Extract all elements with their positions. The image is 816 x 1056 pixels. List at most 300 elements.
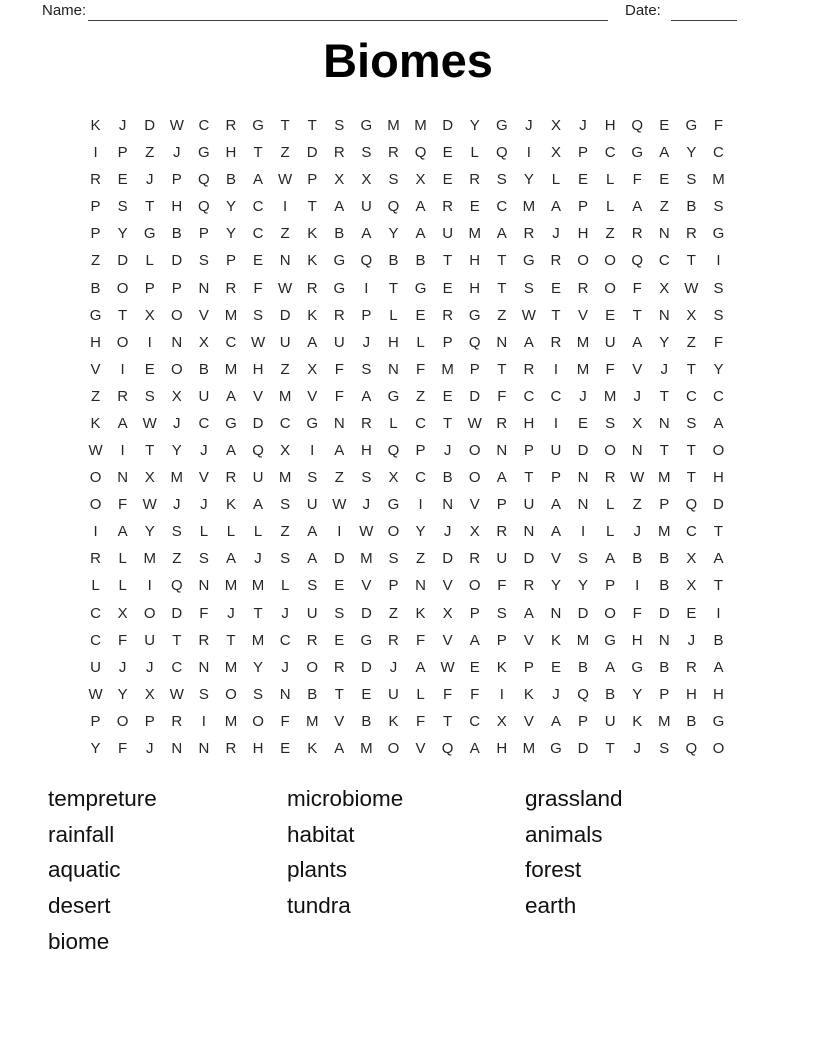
grid-letter: L — [199, 523, 209, 541]
grid-letter: J — [362, 333, 371, 351]
grid-letter: Z — [632, 496, 642, 514]
grid-letter: H — [225, 144, 237, 162]
grid-letter: B — [225, 171, 236, 189]
grid-letter: G — [604, 631, 616, 649]
grid-letter: T — [659, 442, 669, 460]
grid-letter: X — [144, 306, 155, 324]
grid-letter: J — [145, 171, 154, 189]
grid-letter: X — [686, 306, 697, 324]
grid-letter: T — [551, 306, 561, 324]
grid-letter: G — [225, 414, 237, 432]
grid-letter: G — [685, 117, 698, 135]
grid-letter: F — [334, 360, 344, 378]
grid-letter: A — [253, 171, 264, 189]
grid-letter: V — [469, 496, 480, 514]
grid-letter: M — [522, 198, 536, 216]
grid-letter: T — [497, 279, 507, 297]
grid-letter: J — [145, 658, 154, 676]
grid-letter: S — [713, 279, 724, 297]
grid-letter: H — [388, 333, 399, 351]
grid-letter: M — [658, 469, 671, 487]
grid-letter: Q — [198, 171, 210, 189]
grid-letter: N — [658, 414, 670, 432]
grid-letter: H — [171, 198, 183, 216]
grid-letter: J — [173, 414, 181, 432]
grid-letter: X — [686, 550, 697, 568]
grid-letter: C — [415, 414, 426, 432]
grid-letter: S — [686, 171, 697, 189]
grid-letter: B — [171, 225, 182, 243]
grid-letter: P — [578, 198, 589, 216]
grid-letter: K — [307, 306, 318, 324]
grid-letter: O — [170, 360, 183, 378]
grid-letter: N — [388, 360, 399, 378]
grid-letter: E — [280, 739, 291, 757]
grid-letter: X — [550, 144, 561, 162]
grid-letter: E — [253, 252, 264, 270]
grid-letter: A — [307, 523, 318, 541]
grid-letter: R — [306, 279, 318, 297]
grid-letter: W — [169, 117, 184, 135]
grid-letter: F — [605, 360, 615, 378]
grid-letter: D — [279, 306, 291, 324]
grid-letter: P — [90, 198, 101, 216]
grid-letter: A — [415, 198, 426, 216]
grid-letter: S — [388, 171, 399, 189]
grid-letter: L — [416, 685, 425, 703]
grid-letter: P — [361, 306, 372, 324]
grid-letter: C — [469, 712, 481, 730]
word-item: earth — [525, 893, 577, 919]
grid-letter: C — [496, 198, 508, 216]
grid-letter: N — [279, 685, 291, 703]
grid-letter: T — [307, 117, 317, 135]
grid-letter: O — [306, 658, 319, 676]
grid-letter: K — [415, 604, 426, 622]
grid-letter: O — [170, 306, 183, 324]
grid-letter: M — [224, 306, 238, 324]
grid-letter: Q — [631, 117, 644, 135]
grid-letter: S — [578, 550, 589, 568]
grid-letter: Y — [388, 225, 399, 243]
grid-letter: S — [117, 198, 128, 216]
grid-letter: D — [658, 604, 670, 622]
grid-letter: G — [712, 225, 725, 243]
grid-letter: U — [604, 333, 616, 351]
grid-letter: J — [254, 550, 262, 568]
grid-letter: G — [306, 414, 319, 432]
grid-letter: J — [173, 496, 181, 514]
grid-letter: M — [224, 712, 238, 730]
grid-letter: O — [116, 279, 129, 297]
grid-letter: H — [713, 469, 724, 487]
grid-letter: C — [90, 631, 101, 649]
grid-letter: P — [171, 279, 182, 297]
word-list-column — [525, 781, 623, 924]
grid-letter: P — [388, 577, 399, 595]
grid-letter: A — [713, 550, 724, 568]
grid-letter: D — [252, 414, 264, 432]
grid-letter: N — [198, 658, 210, 676]
grid-letter: F — [118, 631, 128, 649]
grid-letter: N — [496, 333, 508, 351]
grid-letter: R — [388, 144, 399, 162]
grid-letter: W — [521, 306, 536, 324]
grid-letter: M — [251, 577, 265, 595]
grid-letter: F — [415, 360, 426, 378]
grid-letter: N — [658, 631, 670, 649]
grid-letter: A — [307, 550, 318, 568]
grid-letter: M — [360, 739, 373, 757]
grid-letter: K — [632, 712, 643, 730]
grid-letter: O — [252, 712, 264, 730]
grid-letter: G — [333, 279, 346, 297]
grid-letter: R — [685, 225, 697, 243]
grid-letter: K — [496, 658, 507, 676]
grid-letter: R — [90, 171, 101, 189]
grid-letter: P — [659, 496, 670, 514]
grid-letter: K — [523, 685, 534, 703]
grid-letter: N — [496, 442, 508, 460]
grid-letter: A — [550, 523, 561, 541]
grid-letter: A — [469, 739, 480, 757]
grid-letter: T — [659, 387, 669, 405]
grid-letter: M — [224, 658, 238, 676]
grid-letter: T — [388, 279, 399, 297]
grid-letter: A — [415, 225, 426, 243]
grid-letter: N — [333, 414, 345, 432]
grid-letter: G — [550, 739, 562, 757]
grid-letter: W — [630, 469, 645, 487]
grid-letter: S — [334, 604, 345, 622]
grid-letter: Y — [550, 577, 561, 595]
grid-letter: X — [334, 171, 345, 189]
grid-letter: H — [252, 739, 264, 757]
name-blank-line — [88, 20, 608, 21]
grid-letter: D — [306, 144, 318, 162]
word-item: plants — [287, 857, 348, 883]
grid-letter: L — [145, 252, 154, 270]
grid-letter: Q — [685, 496, 698, 514]
grid-letter: O — [468, 442, 481, 460]
grid-letter: E — [469, 658, 480, 676]
grid-letter: E — [442, 387, 453, 405]
grid-letter: V — [198, 306, 209, 324]
grid-letter: L — [605, 496, 615, 514]
grid-letter: B — [632, 550, 643, 568]
grid-letter: F — [632, 279, 642, 297]
grid-letter: A — [253, 496, 264, 514]
grid-letter: X — [550, 117, 561, 135]
word-item: biome — [48, 928, 110, 954]
grid-letter: A — [361, 225, 372, 243]
grid-letter: P — [469, 604, 480, 622]
grid-letter: U — [550, 442, 562, 460]
grid-letter: S — [253, 306, 264, 324]
grid-letter: I — [93, 523, 98, 541]
grid-letter: K — [90, 117, 101, 135]
grid-letter: S — [253, 685, 264, 703]
grid-letter: P — [144, 279, 155, 297]
grid-letter: C — [604, 144, 616, 162]
grid-letter: J — [443, 523, 452, 541]
grid-letter: R — [496, 414, 508, 432]
grid-letter: Z — [90, 387, 101, 405]
grid-letter: W — [278, 279, 293, 297]
grid-letter: R — [90, 550, 101, 568]
grid-letter: H — [604, 117, 616, 135]
grid-letter: P — [523, 658, 534, 676]
grid-letter: I — [499, 685, 504, 703]
grid-letter: K — [307, 739, 318, 757]
word-item: tempreture — [48, 786, 157, 811]
grid-letter: G — [414, 279, 427, 297]
grid-letter: M — [143, 550, 156, 568]
grid-letter: V — [442, 577, 453, 595]
grid-letter: R — [523, 225, 535, 243]
grid-letter: W — [467, 414, 482, 432]
grid-letter: N — [523, 523, 535, 541]
grid-letter: I — [147, 333, 152, 351]
grid-letter: Q — [387, 198, 400, 216]
grid-letter: F — [415, 631, 426, 649]
grid-letter: A — [713, 414, 724, 432]
word-item: desert — [48, 893, 111, 919]
grid-letter: E — [442, 279, 453, 297]
grid-letter: N — [415, 577, 426, 595]
grid-letter: E — [117, 171, 128, 189]
grid-letter: P — [442, 333, 453, 351]
grid-letter: D — [577, 442, 589, 460]
grid-letter: H — [252, 360, 264, 378]
grid-letter: R — [333, 658, 345, 676]
grid-letter: V — [442, 631, 453, 649]
grid-letter: U — [360, 198, 372, 216]
grid-letter: X — [144, 469, 155, 487]
grid-letter: C — [198, 117, 210, 135]
grid-letter: Y — [144, 523, 155, 541]
grid-letter: N — [198, 739, 210, 757]
grid-letter: D — [442, 550, 454, 568]
grid-letter: E — [415, 306, 426, 324]
grid-letter: Y — [713, 360, 724, 378]
grid-letter: G — [252, 117, 264, 135]
grid-letter: G — [387, 496, 400, 514]
grid-letter: B — [659, 577, 670, 595]
grid-letter: T — [497, 360, 507, 378]
grid-letter: G — [198, 144, 210, 162]
grid-letter: V — [578, 306, 589, 324]
grid-letter: A — [496, 225, 507, 243]
grid-letter: M — [658, 712, 671, 730]
grid-letter: E — [550, 279, 561, 297]
grid-letter: B — [334, 225, 345, 243]
grid-letter: O — [712, 739, 725, 757]
grid-letter: D — [117, 252, 129, 270]
grid-letter: U — [279, 333, 291, 351]
grid-letter: E — [659, 171, 670, 189]
grid-letter: R — [360, 414, 372, 432]
grid-letter: E — [442, 171, 453, 189]
grid-letter: C — [658, 252, 670, 270]
grid-letter: N — [117, 469, 129, 487]
grid-letter: P — [605, 577, 616, 595]
grid-letter: K — [90, 414, 101, 432]
grid-letter: S — [280, 550, 291, 568]
grid-letter: L — [389, 306, 398, 324]
grid-letter: Q — [360, 252, 373, 270]
grid-letter: X — [280, 442, 291, 460]
grid-letter: J — [118, 658, 127, 676]
grid-letter: M — [441, 360, 454, 378]
grid-letter: I — [526, 144, 531, 162]
grid-letter: G — [360, 631, 373, 649]
grid-letter: Q — [170, 577, 183, 595]
grid-letter: T — [253, 144, 263, 162]
grid-letter: B — [198, 360, 209, 378]
grid-letter: W — [250, 333, 266, 351]
grid-letter: A — [117, 414, 128, 432]
grid-letter: U — [306, 496, 318, 514]
grid-letter: S — [171, 523, 182, 541]
grid-letter: K — [550, 631, 561, 649]
grid-letter: E — [469, 198, 480, 216]
grid-letter: X — [307, 360, 318, 378]
grid-letter: A — [523, 604, 534, 622]
grid-letter: P — [307, 171, 318, 189]
grid-letter: L — [551, 171, 561, 189]
grid-letter: M — [305, 712, 319, 730]
grid-letter: Q — [252, 442, 264, 460]
grid-letter: Q — [495, 144, 508, 162]
grid-letter: B — [361, 712, 372, 730]
grid-letter: C — [198, 414, 210, 432]
grid-letter: J — [173, 144, 181, 162]
grid-letter: R — [333, 144, 345, 162]
grid-letter: I — [418, 496, 423, 514]
grid-letter: G — [523, 252, 535, 270]
grid-letter: R — [225, 117, 237, 135]
grid-letter: G — [468, 306, 481, 324]
grid-letter: T — [145, 442, 155, 460]
grid-letter: G — [631, 144, 644, 162]
grid-letter: Z — [659, 198, 669, 216]
grid-letter: M — [278, 387, 292, 405]
grid-letter: A — [334, 442, 345, 460]
grid-letter: N — [631, 442, 643, 460]
grid-letter: L — [605, 171, 615, 189]
grid-letter: J — [660, 360, 669, 378]
grid-letter: J — [552, 685, 560, 703]
grid-letter: C — [523, 387, 535, 405]
grid-letter: Y — [469, 117, 480, 135]
grid-letter: S — [523, 279, 534, 297]
grid-letter: Z — [145, 144, 155, 162]
grid-letter: X — [442, 604, 453, 622]
grid-letter: P — [90, 225, 101, 243]
grid-letter: M — [576, 631, 590, 649]
grid-letter: D — [171, 252, 183, 270]
grid-letter: X — [686, 577, 697, 595]
grid-letter: T — [226, 631, 236, 649]
grid-letter: R — [225, 469, 237, 487]
grid-letter: T — [118, 306, 128, 324]
grid-letter: E — [334, 577, 345, 595]
grid-letter: R — [171, 712, 183, 730]
grid-letter: M — [576, 333, 590, 351]
grid-letter: J — [687, 631, 696, 649]
grid-letter: D — [360, 604, 372, 622]
grid-letter: M — [414, 117, 427, 135]
grid-letter: Y — [90, 739, 101, 757]
grid-letter: D — [523, 550, 535, 568]
grid-letter: V — [198, 469, 209, 487]
grid-letter: F — [280, 712, 290, 730]
grid-letter: B — [90, 279, 101, 297]
grid-letter: V — [550, 550, 561, 568]
grid-letter: R — [523, 360, 535, 378]
grid-letter: R — [496, 523, 508, 541]
grid-letter: P — [578, 712, 589, 730]
grid-letter: V — [632, 360, 643, 378]
grid-letter: Z — [415, 550, 426, 568]
grid-letter: O — [116, 333, 129, 351]
grid-letter: L — [280, 577, 290, 595]
grid-letter: M — [170, 469, 184, 487]
grid-letter: R — [550, 252, 562, 270]
grid-letter: T — [497, 252, 507, 270]
grid-letter: K — [225, 496, 236, 514]
grid-letter: I — [93, 144, 98, 162]
grid-letter: T — [686, 469, 696, 487]
grid-letter: J — [362, 496, 371, 514]
grid-letter: E — [686, 604, 697, 622]
grid-letter: A — [659, 144, 670, 162]
grid-letter: S — [198, 252, 209, 270]
grid-letter: Y — [415, 523, 426, 541]
grid-letter: X — [659, 279, 670, 297]
grid-letter: M — [224, 360, 238, 378]
grid-letter: S — [686, 414, 697, 432]
grid-letter: F — [199, 604, 209, 622]
word-item: microbiome — [287, 786, 404, 811]
grid-letter: V — [307, 387, 318, 405]
grid-letter: Z — [280, 225, 290, 243]
grid-letter: A — [632, 333, 643, 351]
grid-letter: O — [468, 577, 481, 595]
grid-letter: F — [713, 333, 724, 351]
grid-letter: F — [334, 387, 344, 405]
grid-letter: D — [171, 604, 183, 622]
grid-letter: I — [147, 577, 152, 595]
grid-letter: R — [577, 279, 589, 297]
grid-letter: G — [631, 658, 644, 676]
grid-letter: G — [143, 225, 156, 243]
grid-letter: W — [359, 523, 374, 541]
grid-letter: L — [118, 550, 127, 568]
grid-letter: F — [118, 739, 128, 757]
grid-letter: E — [578, 414, 589, 432]
grid-letter: I — [337, 523, 342, 541]
grid-letter: T — [253, 604, 263, 622]
grid-letter: K — [388, 712, 399, 730]
grid-letter: B — [659, 658, 670, 676]
grid-letter: P — [523, 442, 534, 460]
grid-letter: P — [415, 442, 426, 460]
grid-letter: W — [278, 171, 293, 189]
grid-letter: A — [334, 198, 345, 216]
grid-letter: G — [333, 252, 346, 270]
